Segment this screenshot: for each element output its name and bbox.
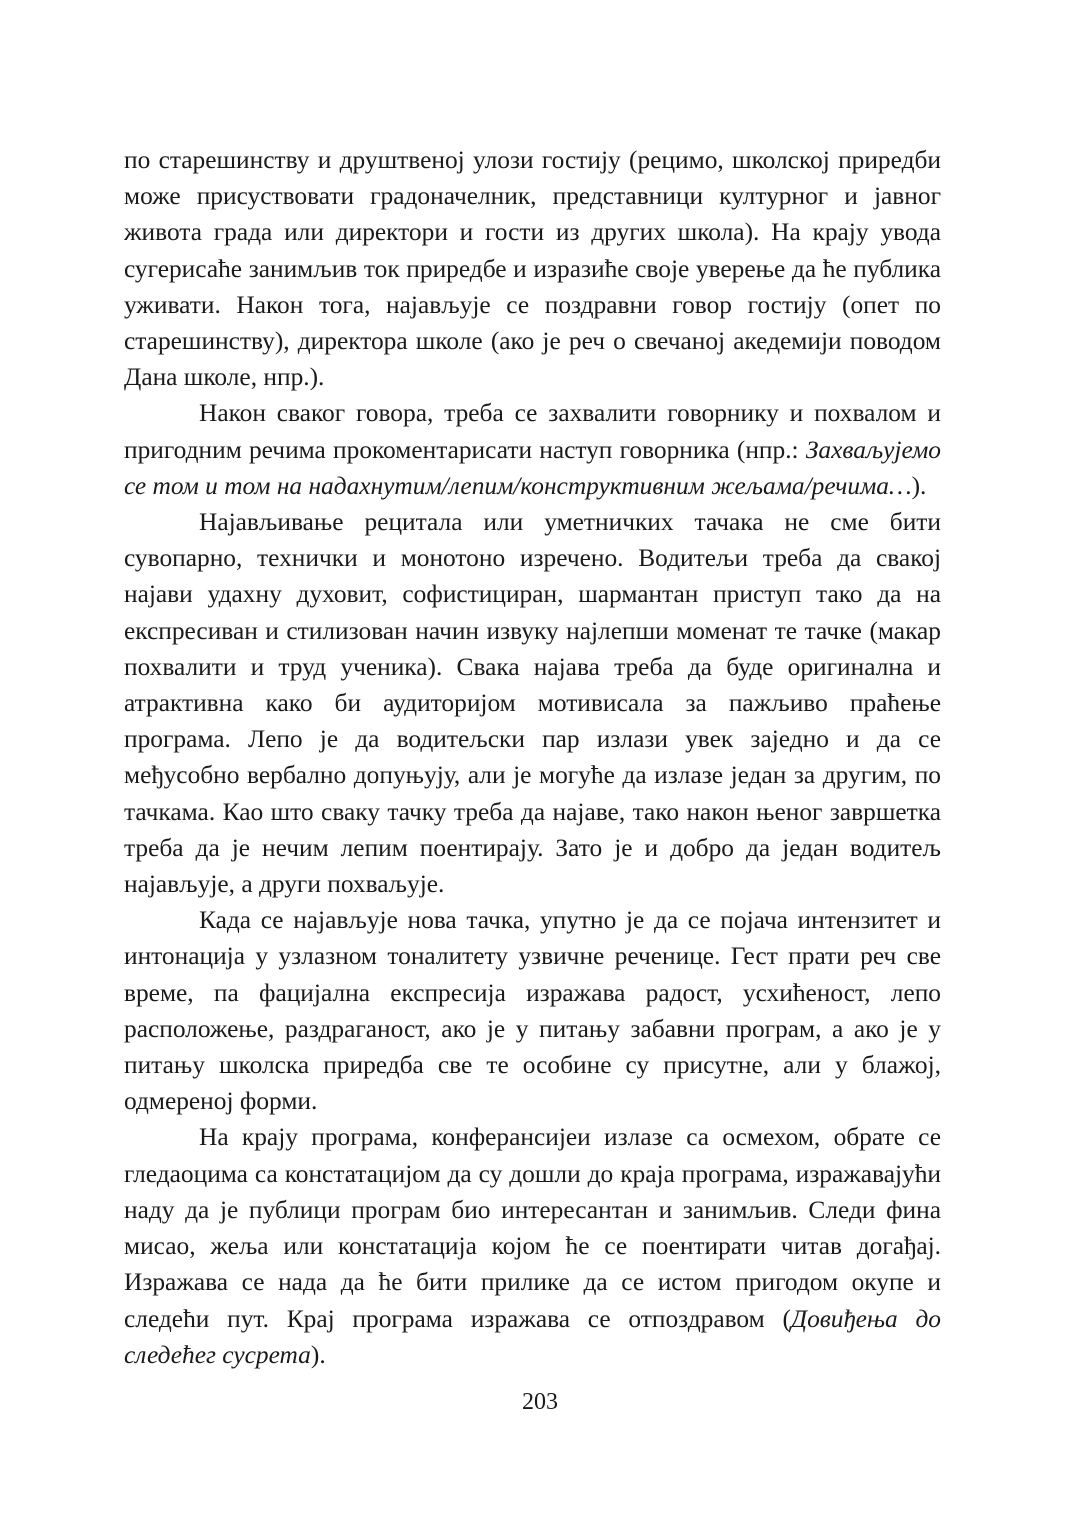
paragraph-continuation (124, 142, 941, 395)
paragraph-text: ). (911, 471, 927, 500)
paragraph-text: Након сваког говора, треба се захвалити говорнику и похвалом и пригодним речима прокоментарисати наступ говорника (нпр.: (124, 399, 941, 464)
italic-example: Захваљујемо се том и том на надахнутим/лепим/конструктивним жељама/речима… (124, 435, 941, 500)
paragraph-ending (124, 1119, 941, 1372)
paragraph-text: На крају програма, конферансијеи излазе са осмехом, обрате се гледаоцима са констатацијом да су дошли до краја програма, изражавајући наду да је публици програм био интересантан и занимљив. Следи фина мисао, жеља или констатација којом ће се поентирати читав догађај. Изражава се нада да ће бити прилике да се истом пригодом окупе и следећи пут. Крај програма изражава се отпоздравом ( (124, 1123, 941, 1333)
paragraph-text: ). (310, 1340, 326, 1369)
paragraph-text: по старешинству и друштвеној улози гостију (рецимо, школској приредби може присуствовати градоначелник, представници културног и јавног живота града или директори и гости из других школа). На крају увода сугерисаће занимљив ток приредбе и изразиће своје уверење да ће публика уживати. Након тога, најављује се поздравни говор гостију (опет по старешинству), директора школе (ако је реч о свечаној акедемији поводом Дана школе, нпр.). (124, 146, 941, 392)
paragraph-text: Када се најављује нова тачка, упутно је да се појача интензитет и интонација у узлазном тоналитету узвичне реченице. Гест прати реч све време, па фацијална експресија изражава радост, усхићеност, лепо расположење, раздраганост, ако је у питању забавни програм, а ако је у питању школска приредба све те особине су присутне, али у блажој, одмереној форми. (124, 906, 941, 1116)
italic-farewell: Довиђења до следећег сусрета (124, 1304, 941, 1369)
paragraph-text: Најављивање рецитала или уметничких тачака не сме бити сувопарно, технички и монотоно изречено. Водитељи треба да свакој најави удахну духовит, софистициран, шармантан приступ тако да на експресиван и стилизован начин извуку најлепши моменат те тачке (макар похвалити и труд ученика). Свака најава треба да буде оригинална и атрактивна како би аудиторијом мотивисала за пажљиво праћење програма. Лепо је да водитељски пар излази увек заједно и да се међусобно вербално допуњују, али је могуће да излазе један за другим, по тачкама. Као што сваку тачку треба да најаве, тако након њеног завршетка треба да је нечим лепим поентирају. Зато је и добро да један водитељ најављује, а други похваљује. (124, 508, 941, 899)
paragraph-speeches (124, 395, 941, 504)
page-body (124, 142, 941, 1373)
paragraph-new-act (124, 902, 941, 1119)
paragraph-announcements (124, 504, 941, 902)
page-number: 203 (522, 1389, 558, 1415)
